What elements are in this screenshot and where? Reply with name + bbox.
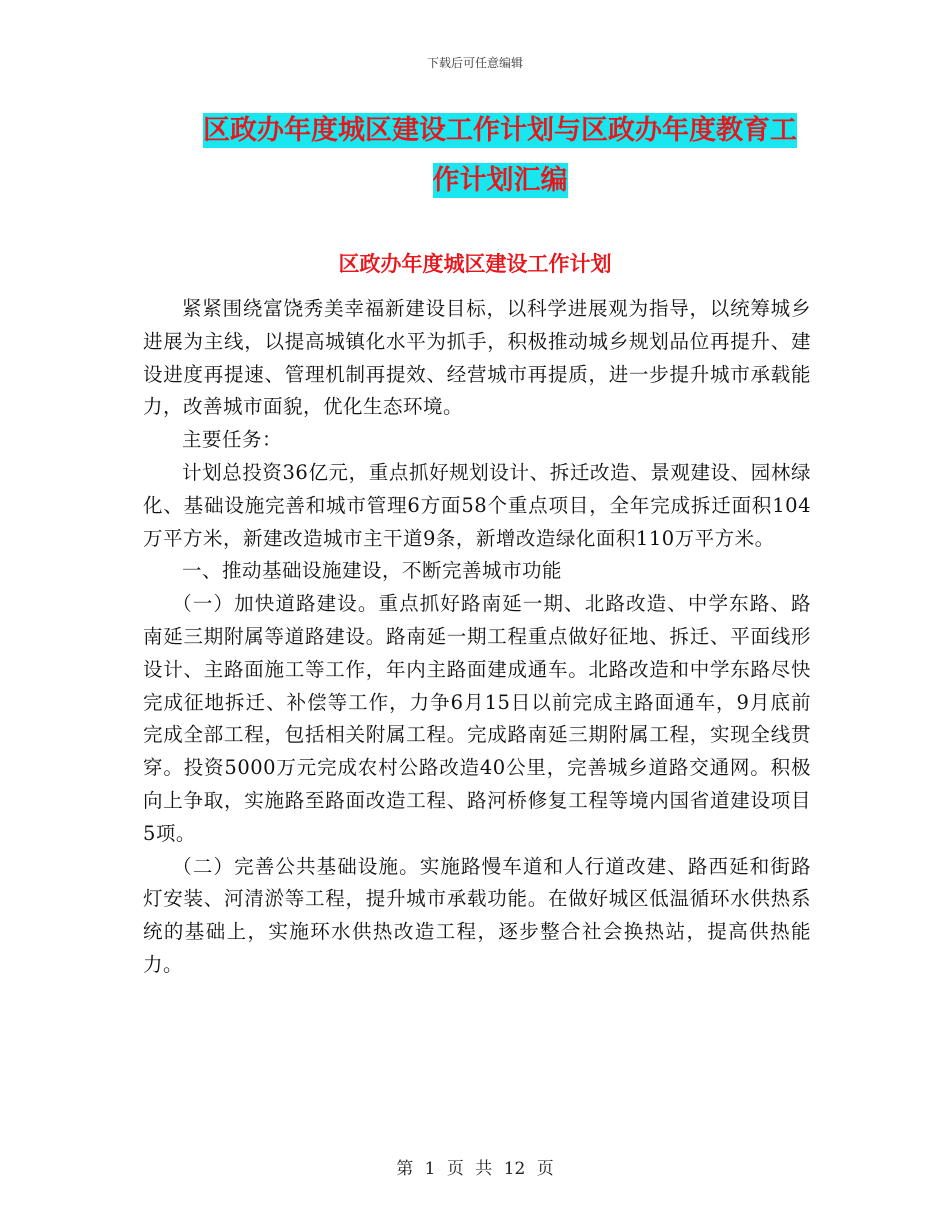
document-body [143, 293, 811, 982]
document-title [190, 106, 810, 206]
paragraph-intro: 紧紧围绕富饶秀美幸福新建设目标，以科学进展观为指导，以统筹城乡进展为主线，以提高城镇化水平为抓手，积极推动城乡规划品位再提升、建设进度再提速、管理机制再提效、经营城市再提质，进一步提升城市承载能力，改善城市面貌，优化生态环境。 [143, 297, 811, 419]
section-title: 区政办年度城区建设工作计划 [338, 252, 612, 276]
paragraph-main-tasks-label: 主要任务： [182, 428, 283, 452]
document-title-text: 区政办年度城区建设工作计划与区政办年度教育工作计划汇编 [203, 115, 797, 196]
paragraph-public-infrastructure: （二）完善公共基础设施。实施路慢车道和人行道改建、路西延和街路灯安装、河清淤等工程，提升城市承载功能。在做好城区低温循环水供热系统的基础上，实施环水供热改造工程，逐步整合社会换热站，提高供热能力。 [143, 854, 811, 976]
page-footer: 第 1 页 共 12 页 [396, 1159, 554, 1179]
paragraph-road-construction: （一）加快道路建设。重点抓好路南延一期、北路改造、中学东路、路南延三期附属等道路建设。路南延一期工程重点做好征地、拆迁、平面线形设计、主路面施工等工作，年内主路面建成通车。北路改造和中学东路尽快完成征地拆迁、补偿等工作，力争6月15日以前完成主路面通车，9月底前完成全部工程，包括相关附属工程。完成路南延三期附属工程，实现全线贯穿。投资5000万元完成农村公路改造40公里，完善城乡道路交通网。积极向上争取，实施路至路面改造工程、路河桥修复工程等境内国省道建设项目5项。 [143, 592, 811, 845]
paragraph-investment-plan: 计划总投资36亿元，重点抓好规划设计、拆迁改造、景观建设、园林绿化、基础设施完善和城市管理6方面58个重点项目，全年完成拆迁面积104万平方米，新建改造城市主干道9条，新增改造绿化面积110万平方米。 [143, 460, 811, 550]
page-header-note: 下载后可任意编辑 [426, 56, 523, 70]
paragraph-heading-1: 一、推动基础设施建设，不断完善城市功能 [182, 559, 563, 583]
